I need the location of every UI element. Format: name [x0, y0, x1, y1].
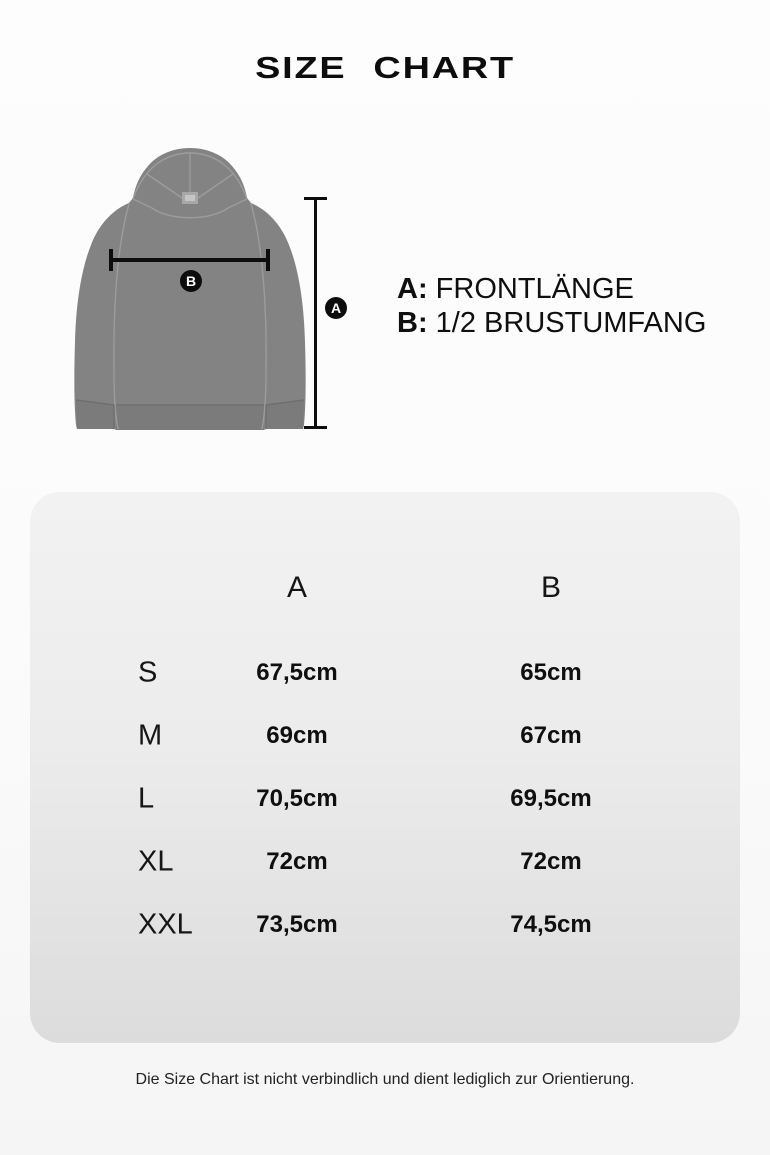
legend-key-a: A:: [397, 273, 428, 305]
legend-line-b: [397, 306, 706, 340]
value-a: 70,5cm: [256, 784, 338, 812]
legend-label-a: FRONTLÄNGE: [435, 273, 634, 305]
size-label: S: [138, 656, 158, 688]
size-table-card: [30, 492, 740, 1043]
size-label: XXL: [138, 908, 193, 940]
table-row: [30, 767, 740, 830]
value-b: 65cm: [520, 658, 582, 686]
legend-line-a: [397, 272, 706, 306]
marker-b-badge: B: [180, 270, 202, 292]
value-b: 74,5cm: [510, 910, 592, 938]
size-label: XL: [138, 845, 174, 877]
disclaimer-text: Die Size Chart ist nicht verbindlich und dient lediglich zur Orientierung.: [135, 1071, 635, 1088]
measurement-legend: [397, 272, 706, 340]
measurement-line-a: [314, 197, 317, 429]
page-title: SIZE CHART: [255, 50, 515, 85]
size-label: L: [138, 782, 155, 814]
value-b: 69,5cm: [510, 784, 592, 812]
legend-label-b: 1/2 BRUSTUMFANG: [435, 307, 707, 339]
size-label: M: [138, 719, 163, 751]
marker-a-badge: A: [325, 297, 347, 319]
table-body: [30, 641, 740, 956]
value-a: 67,5cm: [256, 658, 338, 686]
column-header-a: A: [286, 571, 307, 604]
table-row: [30, 830, 740, 893]
table-row: [30, 893, 740, 956]
value-b: 67cm: [520, 721, 582, 749]
table-row: [30, 704, 740, 767]
table-row: [30, 641, 740, 704]
column-header-b: B: [540, 571, 561, 604]
measurement-line-b: [109, 258, 270, 262]
value-a: 72cm: [266, 847, 328, 875]
value-a: 69cm: [266, 721, 328, 749]
legend-key-b: B:: [397, 307, 428, 339]
value-a: 73,5cm: [256, 910, 338, 938]
table-header-row: [30, 567, 740, 609]
value-b: 72cm: [520, 847, 582, 875]
